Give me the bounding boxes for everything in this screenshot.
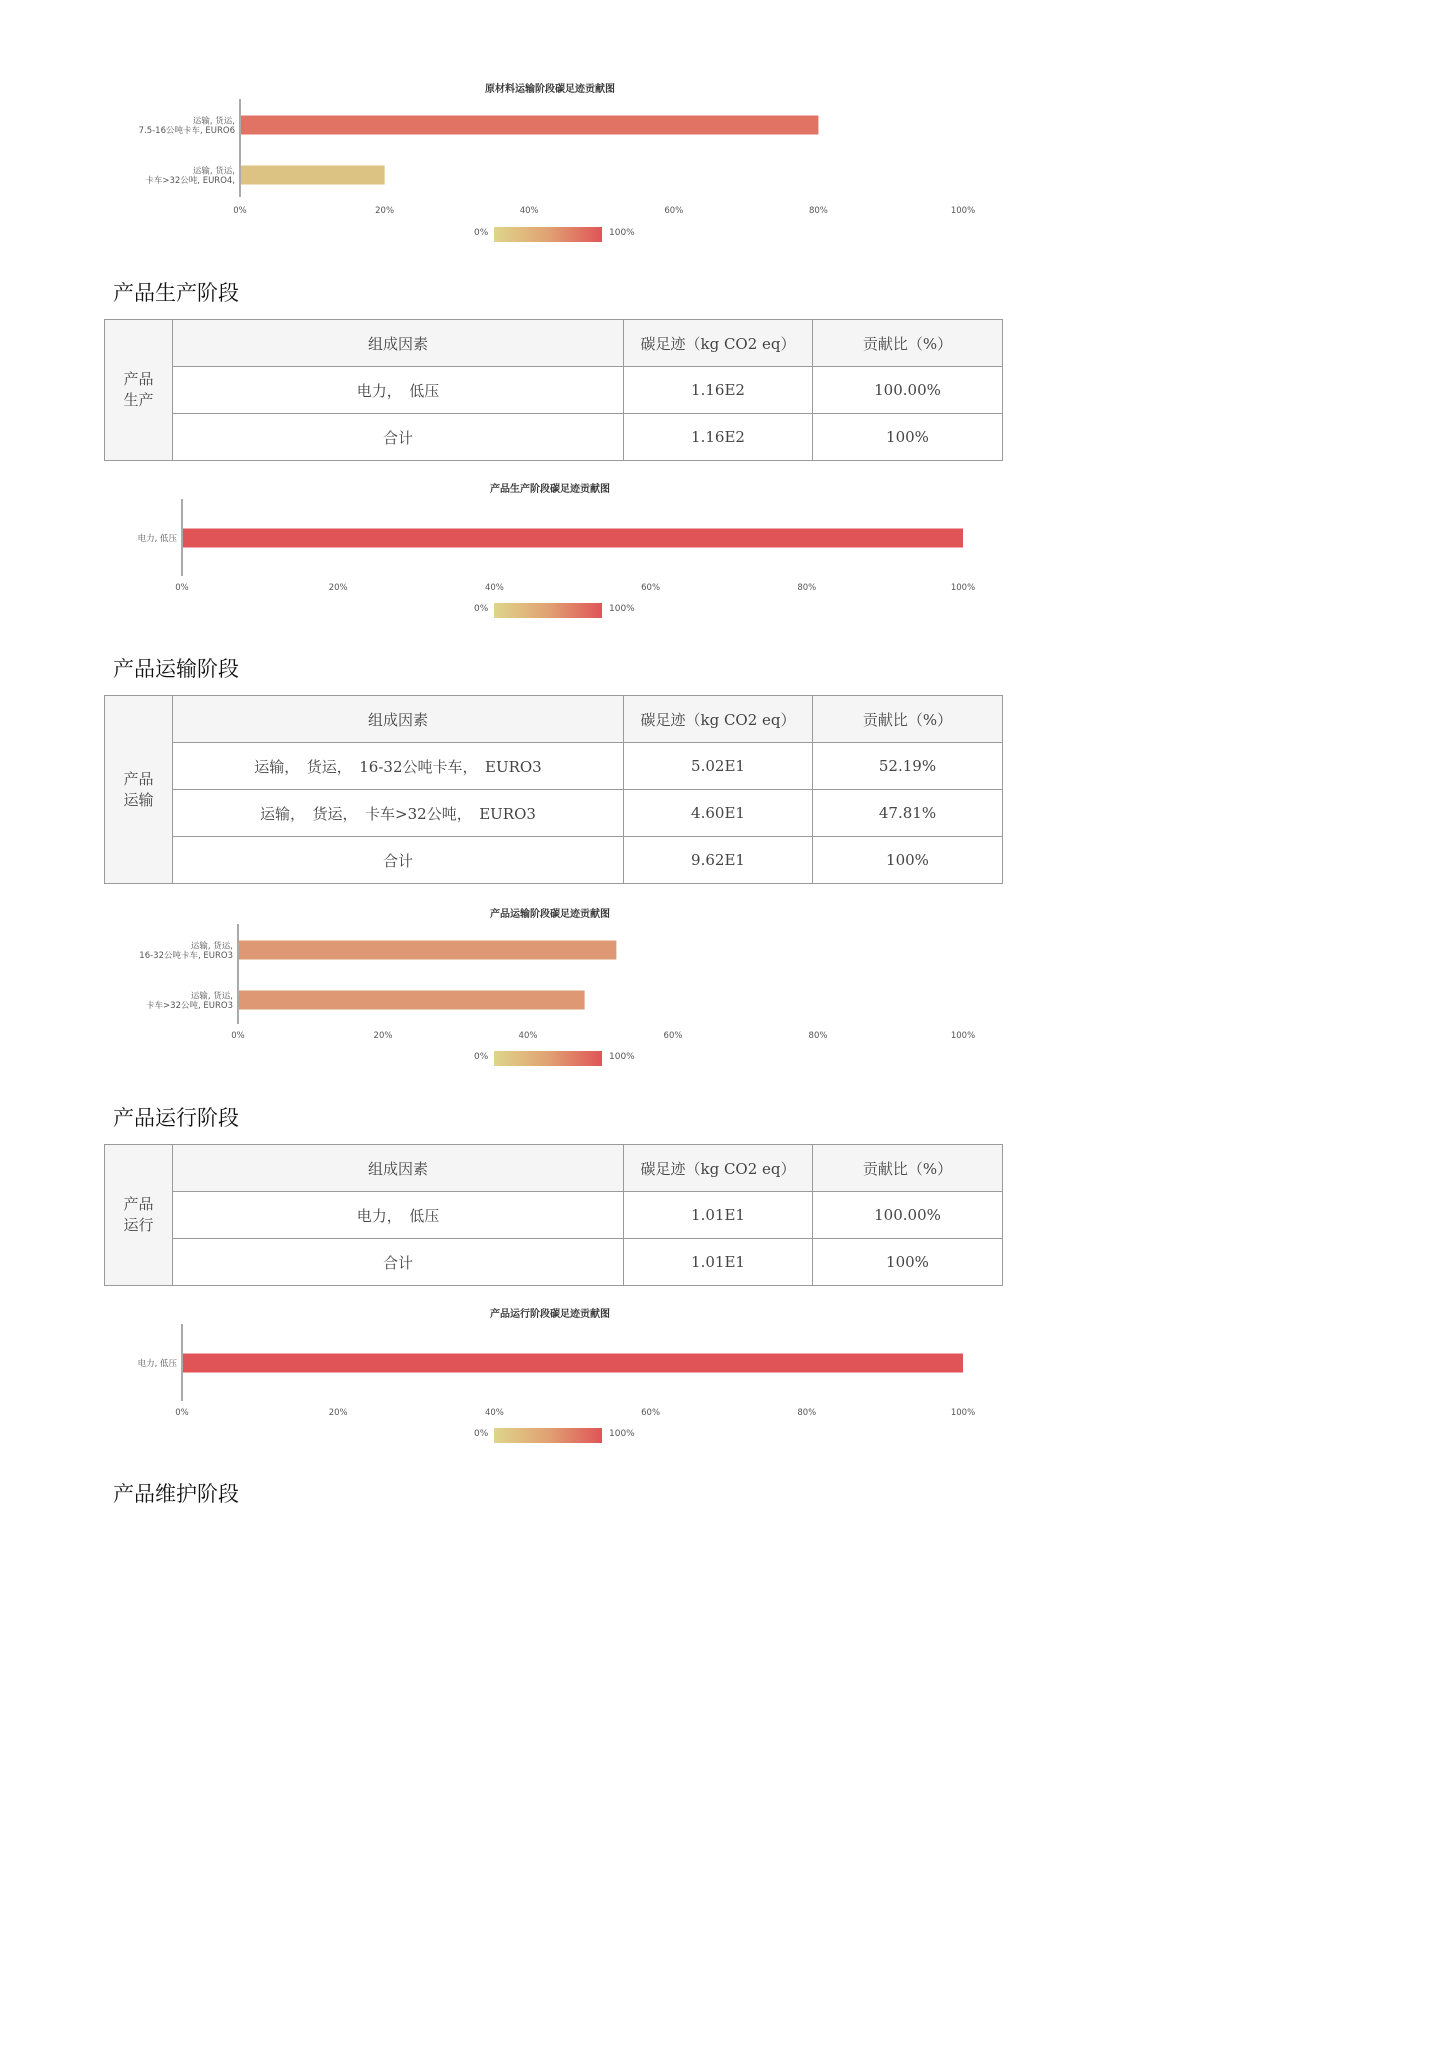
factor-cell: 运输， 货运， 16-32公吨卡车， EURO3 [173, 743, 624, 790]
total-carbon-cell: 9.62E1 [624, 837, 813, 884]
total-label-cell: 合计 [173, 414, 624, 461]
group-label: 产品运输 [123, 769, 154, 809]
section-heading: 产品生产阶段 [113, 281, 239, 305]
category-label: 卡车>32公吨, EURO3 [146, 1000, 233, 1011]
x-tick-label: 0% [175, 1408, 189, 1418]
factor-cell: 电力， 低压 [173, 1192, 624, 1239]
x-tick-label: 40% [518, 1031, 538, 1041]
legend-max-label: 100% [609, 604, 635, 614]
total-share-cell: 100% [813, 1239, 1003, 1286]
x-tick-label: 40% [519, 206, 539, 216]
x-tick-label: 100% [950, 1408, 976, 1418]
category-label: 16-32公吨卡车, EURO3 [139, 950, 233, 961]
x-tick-label: 60% [641, 1408, 661, 1418]
share-cell: 52.19% [813, 743, 1003, 790]
header-factor: 组成因素 [173, 1145, 624, 1192]
legend-gradient [494, 1428, 602, 1443]
category-label: 运输, 货运, [190, 941, 233, 952]
bar [183, 1354, 963, 1373]
factor-cell: 电力， 低压 [173, 367, 624, 414]
total-label-cell: 合计 [173, 1239, 624, 1286]
x-tick-label: 80% [797, 1408, 817, 1418]
section-heading: 产品运输阶段 [113, 657, 239, 681]
chart-title: 产品生产阶段碳足迹贡献图 [490, 484, 610, 495]
carbon-cell: 4.60E1 [624, 790, 813, 837]
carbon-cell: 5.02E1 [624, 743, 813, 790]
legend-min-label: 0% [474, 1429, 489, 1439]
legend-min-label: 0% [474, 228, 489, 238]
x-tick-label: 80% [797, 583, 817, 593]
carbon-cell: 1.16E2 [624, 367, 813, 414]
header-factor: 组成因素 [173, 320, 624, 367]
share-cell: 47.81% [813, 790, 1003, 837]
x-tick-label: 20% [328, 1408, 348, 1418]
legend-max-label: 100% [609, 228, 635, 238]
x-tick-label: 60% [663, 1031, 683, 1041]
x-tick-label: 40% [484, 583, 504, 593]
category-label: 电力, 低压 [137, 1359, 177, 1369]
x-tick-label: 60% [664, 206, 684, 216]
legend-max-label: 100% [609, 1052, 635, 1062]
header-share: 贡献比（%） [813, 1145, 1003, 1192]
chart-title: 产品运输阶段碳足迹贡献图 [490, 909, 610, 920]
header-factor: 组成因素 [173, 696, 624, 743]
x-tick-label: 20% [375, 206, 395, 216]
x-tick-label: 100% [950, 1031, 976, 1041]
total-carbon-cell: 1.16E2 [624, 414, 813, 461]
category-label: 电力, 低压 [137, 534, 177, 544]
x-tick-label: 20% [328, 583, 348, 593]
share-cell: 100.00% [813, 1192, 1003, 1239]
total-label-cell: 合计 [173, 837, 624, 884]
x-tick-label: 0% [233, 206, 247, 216]
header-share: 贡献比（%） [813, 320, 1003, 367]
x-tick-label: 80% [808, 1031, 828, 1041]
x-tick-label: 100% [950, 206, 976, 216]
header-carbon: 碳足迹（kg CO2 eq） [624, 1145, 813, 1192]
legend-min-label: 0% [474, 1052, 489, 1062]
total-carbon-cell: 1.01E1 [624, 1239, 813, 1286]
share-cell: 100.00% [813, 367, 1003, 414]
group-label: 产品运行 [123, 1195, 154, 1234]
x-tick-label: 0% [175, 583, 189, 593]
category-label: 运输, 货运, [192, 166, 235, 177]
category-label: 运输, 货运, [192, 116, 235, 127]
category-label: 7.5-16公吨卡车, EURO6 [138, 125, 235, 136]
legend-min-label: 0% [474, 604, 489, 614]
category-label: 运输, 货运, [190, 991, 233, 1002]
category-label: 卡车>32公吨, EURO4, [145, 175, 235, 186]
factor-cell: 运输， 货运， 卡车>32公吨， EURO3 [173, 790, 624, 837]
x-tick-label: 60% [641, 583, 661, 593]
header-share: 贡献比（%） [813, 696, 1003, 743]
x-tick-label: 100% [950, 583, 976, 593]
color-legend [0, 1428, 1100, 1444]
chart-title: 原材料运输阶段碳足迹贡献图 [485, 84, 615, 95]
chart-title: 产品运行阶段碳足迹贡献图 [490, 1309, 610, 1320]
x-tick-label: 0% [231, 1031, 245, 1041]
carbon-cell: 1.01E1 [624, 1192, 813, 1239]
header-carbon: 碳足迹（kg CO2 eq） [624, 696, 813, 743]
x-tick-label: 80% [808, 206, 828, 216]
section-heading: 产品维护阶段 [113, 1482, 239, 1506]
total-share-cell: 100% [813, 414, 1003, 461]
x-tick-label: 40% [484, 1408, 504, 1418]
total-share-cell: 100% [813, 837, 1003, 884]
header-carbon: 碳足迹（kg CO2 eq） [624, 320, 813, 367]
x-tick-label: 20% [373, 1031, 393, 1041]
group-label: 产品生产 [123, 370, 154, 409]
legend-max-label: 100% [609, 1429, 635, 1439]
section-heading: 产品运行阶段 [113, 1106, 239, 1130]
